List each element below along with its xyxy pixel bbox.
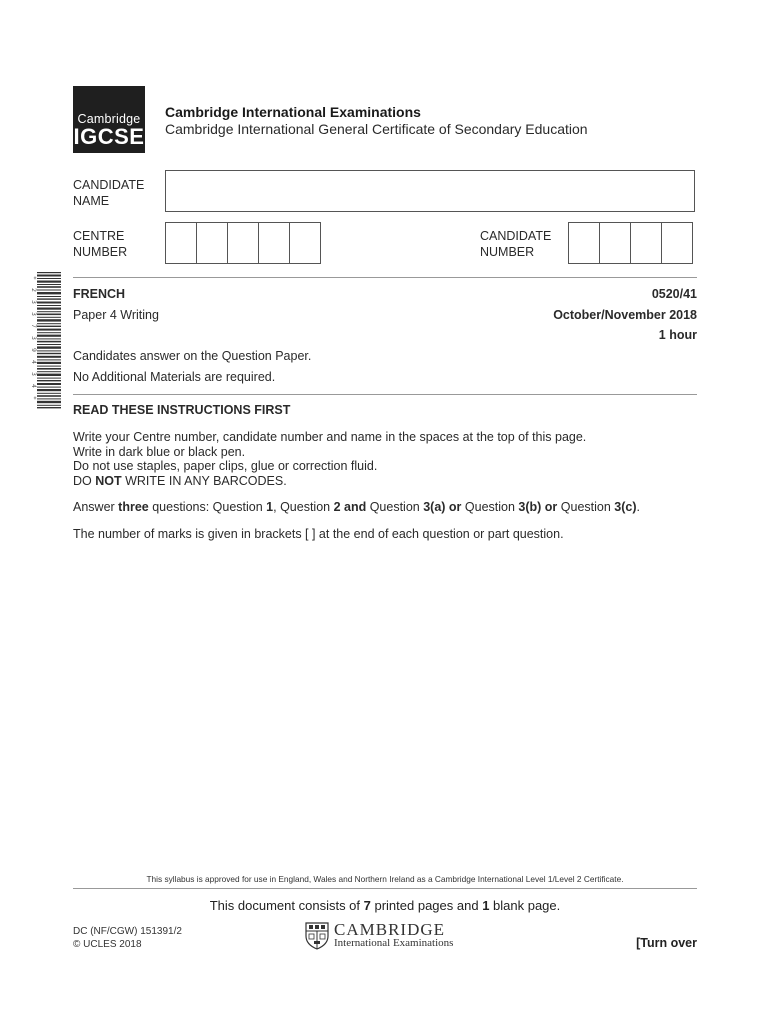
candidate-number-label-line1: CANDIDATE [480, 229, 552, 243]
page-count-note [73, 898, 697, 913]
candidate-name-label-line1: CANDIDATE [73, 178, 145, 192]
page-count-text: printed pages and [370, 898, 483, 913]
divider-top [73, 277, 697, 278]
instruction-text: DO [73, 473, 96, 488]
centre-number-label [73, 228, 127, 260]
barcode-digit: 3 [30, 312, 38, 316]
question-ref: 3(a) or [423, 500, 462, 514]
instruction-line: Write in dark blue or black pen. [73, 444, 246, 459]
blank-pages-count: 1 [482, 898, 490, 913]
logo-line-igcse: IGCSE [73, 124, 145, 149]
exam-board-title: Cambridge International Examinations [165, 104, 421, 120]
answer-text: Answer [73, 500, 119, 514]
candidate-number-cell[interactable] [568, 222, 600, 264]
answer-text: Question [366, 500, 424, 514]
candidate-number-cell[interactable] [661, 222, 693, 264]
cambridge-crest-icon [305, 922, 329, 950]
answer-count: three [118, 500, 149, 514]
candidate-number-label [480, 228, 551, 260]
answer-text: questions: Question [148, 500, 267, 514]
candidate-name-label [73, 177, 144, 209]
logo-line-cambridge: Cambridge [77, 112, 141, 126]
centre-number-label-line1: CENTRE [73, 229, 125, 243]
candidate-number-cell[interactable] [599, 222, 631, 264]
instructions-list [73, 430, 697, 488]
document-code: DC (NF/CGW) 151391/2 [73, 926, 182, 937]
cambridge-brand-name: CAMBRIDGE [334, 920, 446, 939]
answer-on-note: Candidates answer on the Question Paper. [73, 349, 312, 363]
divider-footer [73, 888, 697, 889]
barcode-digit: 3 [30, 336, 38, 340]
question-ref: 2 and [333, 500, 367, 514]
question-ref: 1 [266, 500, 274, 514]
exam-board-subtitle: Cambridge International General Certificate of Secondary Education [165, 121, 588, 137]
marks-note: The number of marks is given in brackets [ ] at the end of each question or part question. [73, 527, 564, 541]
exam-duration: 1 hour [658, 328, 697, 342]
barcode-digit: 4 [30, 360, 38, 364]
cambridge-brand-sub: International Examinations [334, 937, 454, 949]
turn-over: [Turn over [636, 936, 697, 950]
instructions-heading: READ THESE INSTRUCTIONS FIRST [73, 403, 291, 417]
cambridge-igcse-logo [73, 86, 145, 153]
document-code-block [73, 925, 182, 951]
candidate-name-box[interactable] [165, 170, 695, 212]
barcode-digit: 9 [30, 348, 38, 352]
centre-number-cell[interactable] [165, 222, 197, 264]
answer-text: , Question [273, 500, 334, 514]
question-ref: 3(c) [614, 500, 637, 514]
answer-instruction [73, 500, 640, 514]
syllabus-note: This syllabus is approved for use in England, Wales and Northern Ireland as a Cambridge International Level 1/Level 2 Certificate. [146, 874, 624, 884]
copyright: © UCLES 2018 [73, 939, 142, 950]
barcode-digit: 7 [30, 324, 38, 328]
divider-instructions [73, 394, 697, 395]
paper-code: 0520/41 [651, 287, 697, 301]
question-ref: 3(b) or [518, 500, 558, 514]
centre-number-cell[interactable] [258, 222, 290, 264]
barcode-digit: 3 [30, 372, 38, 376]
instruction-text: WRITE IN ANY BARCODES. [121, 473, 287, 488]
candidate-number-label-line2: NUMBER [480, 245, 535, 259]
answer-text: Question [461, 500, 519, 514]
instruction-line: Write your Centre number, candidate number and name in the spaces at the top of this page. [73, 430, 587, 444]
candidate-number-cell[interactable] [630, 222, 662, 264]
barcode [27, 270, 63, 410]
barcode-digit: 4 [30, 384, 38, 388]
centre-number-label-line2: NUMBER [73, 245, 128, 259]
paper-name: Paper 4 Writing [73, 308, 159, 322]
answer-text: . [636, 500, 640, 514]
centre-number-cell[interactable] [196, 222, 228, 264]
printed-pages-count: 7 [363, 898, 371, 913]
candidate-number-boxes [568, 222, 693, 264]
centre-number-boxes [165, 222, 321, 264]
barcode-digit: 2 [30, 288, 38, 292]
centre-number-cell[interactable] [227, 222, 259, 264]
emphasis-not: NOT [95, 473, 122, 488]
barcode-digit: * [30, 396, 38, 400]
barcode-digit: * [30, 276, 38, 280]
page-count-text: blank page. [489, 898, 561, 913]
candidate-name-label-line2: NAME [73, 194, 110, 208]
barcode-digit: 3 [30, 300, 38, 304]
instruction-line-barcodes [73, 474, 697, 489]
exam-session: October/November 2018 [553, 308, 697, 322]
materials-note: No Additional Materials are required. [73, 370, 276, 384]
answer-text: Question [557, 500, 615, 514]
page-count-text: This document consists of [209, 898, 364, 913]
subject-name: FRENCH [73, 287, 126, 301]
centre-number-cell[interactable] [289, 222, 321, 264]
instruction-line: Do not use staples, paper clips, glue or correction fluid. [73, 459, 378, 474]
